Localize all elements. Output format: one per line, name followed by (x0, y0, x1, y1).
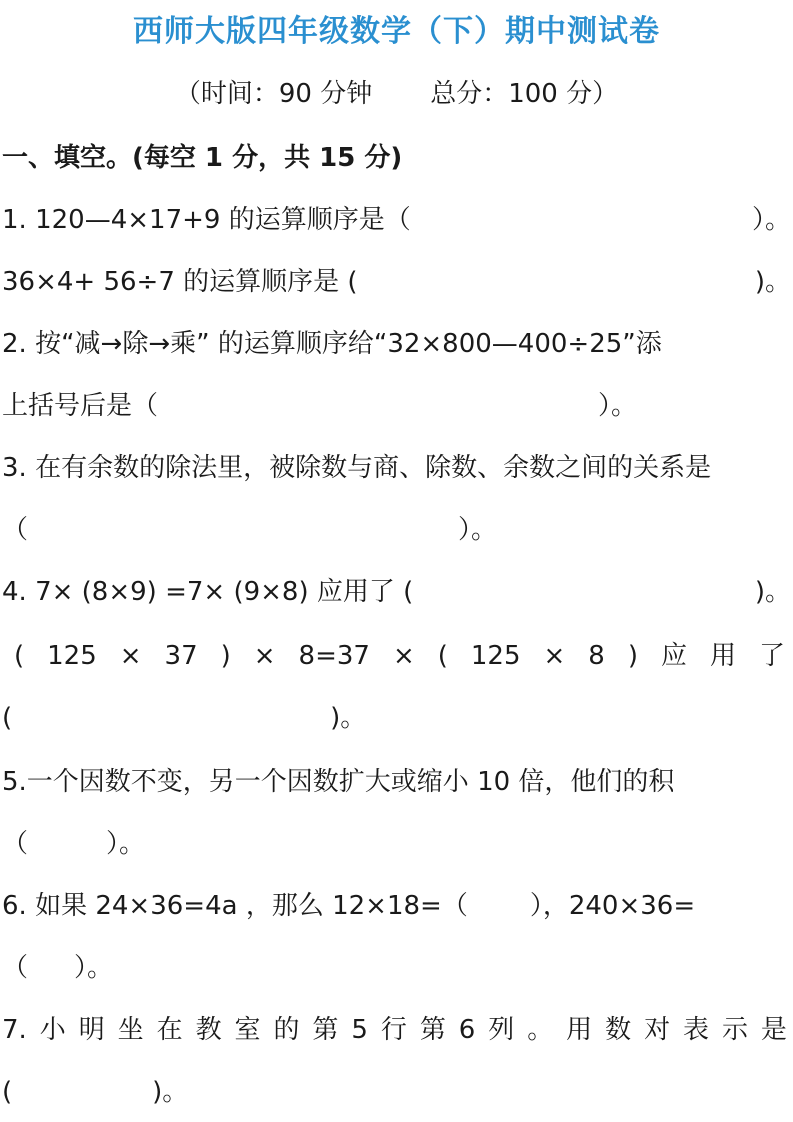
question-7-token: 在 (156, 1015, 183, 1045)
question-7-line-1 (0, 1008, 793, 1052)
question-7-token: 表 (683, 1015, 710, 1045)
question-3-line-1: 3. 在有余数的除法里，被除数与商、除数、余数之间的关系是 (2, 453, 712, 483)
question-1-line-2 (0, 260, 793, 304)
answer-blank[interactable]: ）。 (751, 205, 791, 235)
question-6-text: 6. 如果 24×36=4a ，那么 12×18=（ (2, 891, 468, 921)
question-4b-token: 37 (164, 641, 198, 671)
question-7-token: 数 (605, 1015, 632, 1045)
question-7-token: 。 (527, 1015, 554, 1045)
answer-open: ( (2, 1077, 13, 1107)
answer-blank[interactable]: ）。 (598, 391, 638, 421)
question-4b-token: ( (437, 641, 448, 671)
question-7-token: 对 (644, 1015, 671, 1045)
question-1b-text: 36×4+ 56÷7 的运算顺序是 ( (2, 267, 358, 297)
question-2-line-1: 2. 按“减→除→乘” 的运算顺序给“32×800—400÷25”添 (2, 329, 662, 359)
question-7-token: 第 (312, 1015, 339, 1045)
question-4b-token: 了 (758, 641, 785, 671)
question-7-token: 列 (488, 1015, 515, 1045)
section-heading: 一、填空。(每空 1 分，共 15 分) (2, 143, 403, 173)
question-4b-token: 8 (588, 641, 605, 671)
question-4b-token: 125 (47, 641, 97, 671)
answer-open: ( (2, 703, 13, 733)
question-6-line-2 (0, 946, 793, 990)
page-title: 西师大版四年级数学（下）期中测试卷 (133, 14, 660, 49)
exam-score: 总分：100 分） (430, 79, 619, 109)
question-7-token: 坐 (117, 1015, 144, 1045)
question-7-token: 室 (234, 1015, 261, 1045)
answer-blank[interactable]: )。 (330, 703, 367, 733)
question-4b-token: × (543, 641, 566, 671)
question-4b-token: 125 (470, 641, 521, 671)
question-4b-token: ( (14, 641, 25, 671)
question-1-line-1 (0, 198, 793, 242)
question-4b-token: × (253, 641, 276, 671)
question-7-token: 小 (39, 1015, 66, 1045)
question-4-line-2 (0, 634, 793, 678)
question-4b-token: ) (627, 641, 638, 671)
answer-blank[interactable]: )。 (754, 267, 791, 297)
question-7-text (2, 1008, 787, 1052)
question-7-token: 的 (273, 1015, 300, 1045)
question-7-token: 行 (380, 1015, 407, 1045)
question-5-line-1: 5.一个因数不变，另一个因数扩大或缩小 10 倍，他们的积 (2, 767, 675, 797)
question-7-token: 是 (760, 1015, 787, 1045)
question-4b-text (14, 634, 785, 678)
question-4b-token: 应 (660, 641, 687, 671)
question-7-token: 7. (2, 1015, 27, 1045)
question-5-line-2 (0, 822, 793, 866)
question-4b-token: ) (220, 641, 231, 671)
question-7-token: 第 (419, 1015, 446, 1045)
question-7-token: 用 (566, 1015, 593, 1045)
question-7-line-2 (0, 1070, 793, 1114)
question-4b-token: × (119, 641, 142, 671)
question-4b-token: 用 (709, 641, 736, 671)
question-7-token: 5 (351, 1015, 368, 1045)
question-6-line-1 (0, 884, 793, 928)
question-3-line-2 (0, 508, 793, 552)
question-4-text: 4. 7× (8×9) =7× (9×8) 应用了 ( (2, 577, 414, 607)
answer-open: （ (2, 829, 29, 859)
question-7-token: 明 (78, 1015, 105, 1045)
question-1-text: 1. 120—4×17+9 的运算顺序是（ (2, 205, 411, 235)
answer-blank[interactable]: ）。 (74, 953, 114, 983)
answer-blank[interactable]: ）。 (458, 515, 498, 545)
question-6b-text: ），240×36= (529, 891, 696, 921)
question-4-line-1 (0, 570, 793, 614)
answer-blank[interactable]: )。 (152, 1077, 189, 1107)
answer-open: （ (2, 953, 29, 983)
question-7-token: 示 (721, 1015, 748, 1045)
answer-blank[interactable]: )。 (754, 577, 791, 607)
question-2-line-2 (0, 384, 793, 428)
question-4b-token: 8=37 (298, 641, 370, 671)
question-7-token: 教 (195, 1015, 222, 1045)
answer-open: （ (2, 515, 29, 545)
question-4-line-3 (0, 696, 793, 740)
answer-blank[interactable]: ）。 (106, 829, 146, 859)
question-7-token: 6 (458, 1015, 476, 1045)
exam-time: （时间：90 分钟 (174, 79, 373, 109)
question-2-text: 上括号后是（ (2, 391, 159, 421)
exam-info (0, 74, 793, 114)
question-4b-token: × (392, 641, 415, 671)
